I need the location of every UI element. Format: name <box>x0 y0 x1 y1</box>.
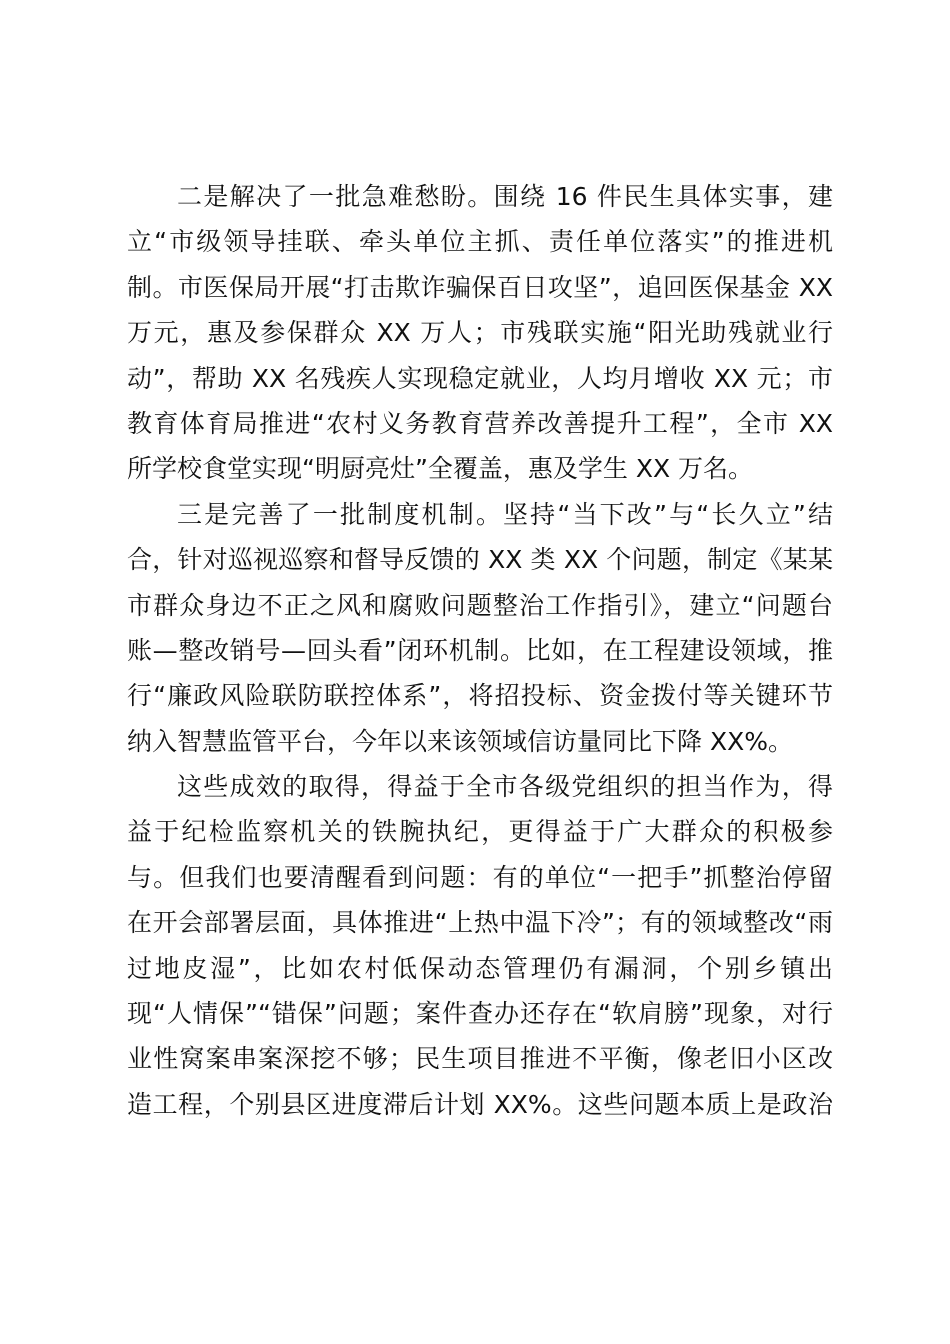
text-line: 动”，帮助 XX 名残疾人实现稳定就业，人均月增收 XX 元；市 <box>127 363 833 393</box>
text-line: 业性窝案串案深挖不够；民生项目推进不平衡，像老旧小区改 <box>127 1044 833 1074</box>
text-line: 万元，惠及参保群众 XX 万人；市残联实施“阳光助残就业行 <box>127 318 833 348</box>
text-line: 账—整改销号—回头看”闭环机制。比如，在工程建设领域，推 <box>127 635 833 665</box>
paragraph-3 <box>127 764 833 1127</box>
text-line: 所学校食堂实现“明厨亮灶”全覆盖，惠及学生 XX 万名。 <box>127 454 754 484</box>
text-line: 现“人情保”“错保”问题；案件查办还存在“软肩膀”现象，对行 <box>127 999 833 1029</box>
text-line: 造工程，个别县区进度滞后计划 XX%。这些问题本质上是政治 <box>127 1089 833 1119</box>
text-line: 制。市医保局开展“打击欺诈骗保百日攻坚”，追回医保基金 XX <box>127 272 833 302</box>
text-line: 立“市级领导挂联、牵头单位主抓、责任单位落实”的推进机 <box>127 227 833 257</box>
text-line: 合，针对巡视巡察和督导反馈的 XX 类 XX 个问题，制定《某某 <box>127 545 833 575</box>
text-line: 纳入智慧监管平台，今年以来该领域信访量同比下降 XX%。 <box>127 726 793 756</box>
text-line: 市群众身边不正之风和腐败问题整治工作指引》，建立“问题台 <box>127 590 833 620</box>
text-line: 与。但我们也要清醒看到问题：有的单位“一把手”抓整治停留 <box>127 862 833 892</box>
text-line: 这些成效的取得，得益于全市各级党组织的担当作为，得 <box>177 772 833 802</box>
text-line: 过地皮湿”，比如农村低保动态管理仍有漏洞，个别乡镇出 <box>127 953 833 983</box>
text-line: 三是完善了一批制度机制。坚持“当下改”与“长久立”结 <box>177 499 833 529</box>
paragraph-2 <box>127 492 833 764</box>
body-text <box>127 174 833 1127</box>
paragraph-1 <box>127 174 833 492</box>
text-line: 在开会部署层面，具体推进“上热中温下冷”；有的领域整改“雨 <box>127 908 833 938</box>
text-line: 二是解决了一批急难愁盼。围绕 16 件民生具体实事，建 <box>177 182 833 211</box>
text-line: 行“廉政风险联防联控体系”，将招投标、资金拨付等关键环节 <box>127 681 833 711</box>
text-line: 教育体育局推进“农村义务教育营养改善提升工程”，全市 XX <box>127 408 833 438</box>
text-line: 益于纪检监察机关的铁腕执纪，更得益于广大群众的积极参 <box>127 817 833 847</box>
